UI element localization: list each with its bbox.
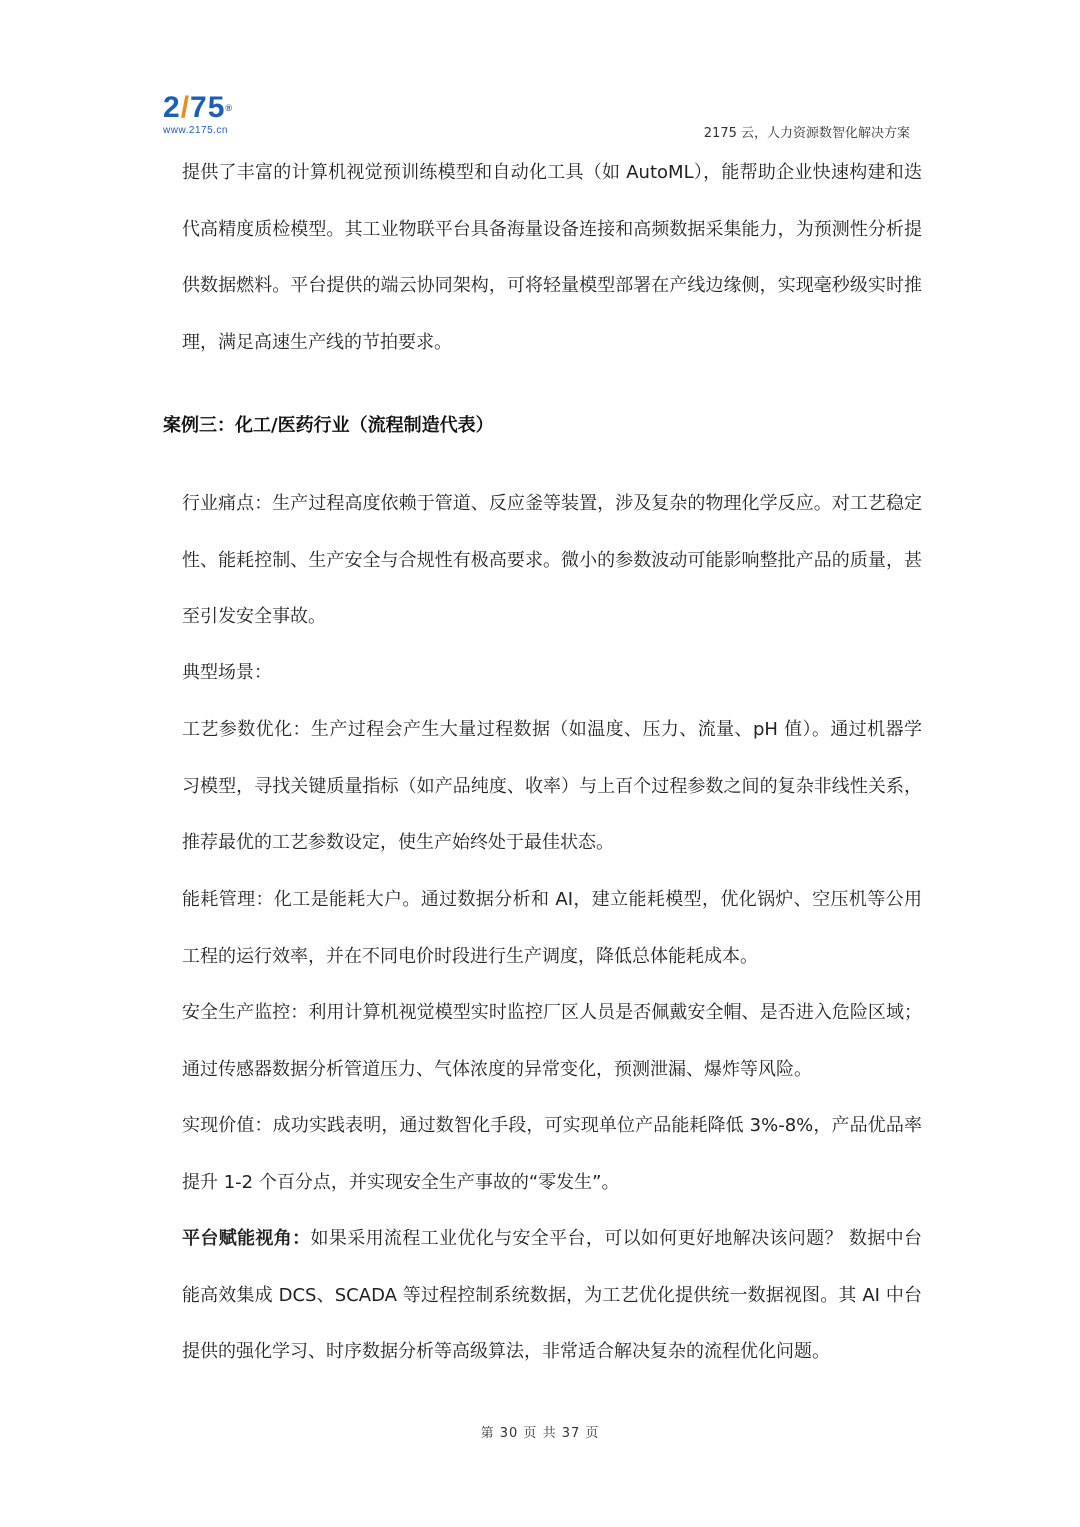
platform-lead: 平台赋能视角： [182, 1228, 311, 1249]
logo-mark: 2/75® [163, 91, 234, 124]
value-paragraph: 实现价值：成功实践表明，通过数智化手段，可实现单位产品能耗降低 3%-8%，产品优品率提升 1-2 个百分点，并实现安全生产事故的“零发生”。 [182, 1115, 922, 1193]
scenarios-label: 典型场景： [182, 662, 272, 683]
scenario-process-paragraph: 工艺参数优化：生产过程会产生大量过程数据（如温度、压力、流量、pH 值）。通过机器学习模型，寻找关键质量指标（如产品纯度、收率）与上百个过程参数之间的复杂非线性关系，推荐最优的工艺参数设定，使生产始终处于最佳状态。 [182, 719, 922, 853]
scenario-safety-paragraph: 安全生产监控：利用计算机视觉模型实时监控厂区人员是否佩戴安全帽、是否进入危险区域；通过传感器数据分析管道压力、气体浓度的异常变化，预测泄漏、爆炸等风险。 [182, 1002, 922, 1080]
case-heading: 案例三：化工/医药行业（流程制造代表） [163, 415, 494, 436]
platform-paragraph [182, 1211, 922, 1381]
platform-text: 如果采用流程工业优化与安全平台，可以如何更好地解决该问题？ 数据中台能高效集成 DCS、SCADA 等过程控制系统数据，为工艺优化提供统一数据视图。其 AI 中台提供的强化学习、时序数据分析等高级算法，非常适合解决复杂的流程优化问题。 [182, 1228, 923, 1362]
header-title: 2175 云，人力资源数智化解决方案 [703, 126, 910, 141]
intro-paragraph: 提供了丰富的计算机视觉预训练模型和自动化工具（如 AutoML），能帮助企业快速构建和迭代高精度质检模型。其工业物联平台具备海量设备连接和高频数据采集能力，为预测性分析提供数据燃料。平台提供的端云协同架构，可将轻量模型部署在产线边缘侧，实现毫秒级实时推理，满足高速生产线的节拍要求。 [182, 162, 922, 353]
scenario-energy-paragraph: 能耗管理：化工是能耗大户。通过数据分析和 AI，建立能耗模型，优化锅炉、空压机等公用工程的运行效率，并在不同电价时段进行生产调度，降低总体能耗成本。 [182, 889, 922, 967]
company-logo [163, 93, 233, 136]
page-number: 第 30 页 共 37 页 [480, 1426, 600, 1441]
logo-url: www.2175.cn [163, 125, 228, 136]
pain-points-paragraph: 行业痛点：生产过程高度依赖于管道、反应釜等装置，涉及复杂的物理化学反应。对工艺稳定性、能耗控制、生产安全与合规性有极高要求。微小的参数波动可能影响整批产品的质量，甚至引发安全事故。 [182, 493, 922, 627]
